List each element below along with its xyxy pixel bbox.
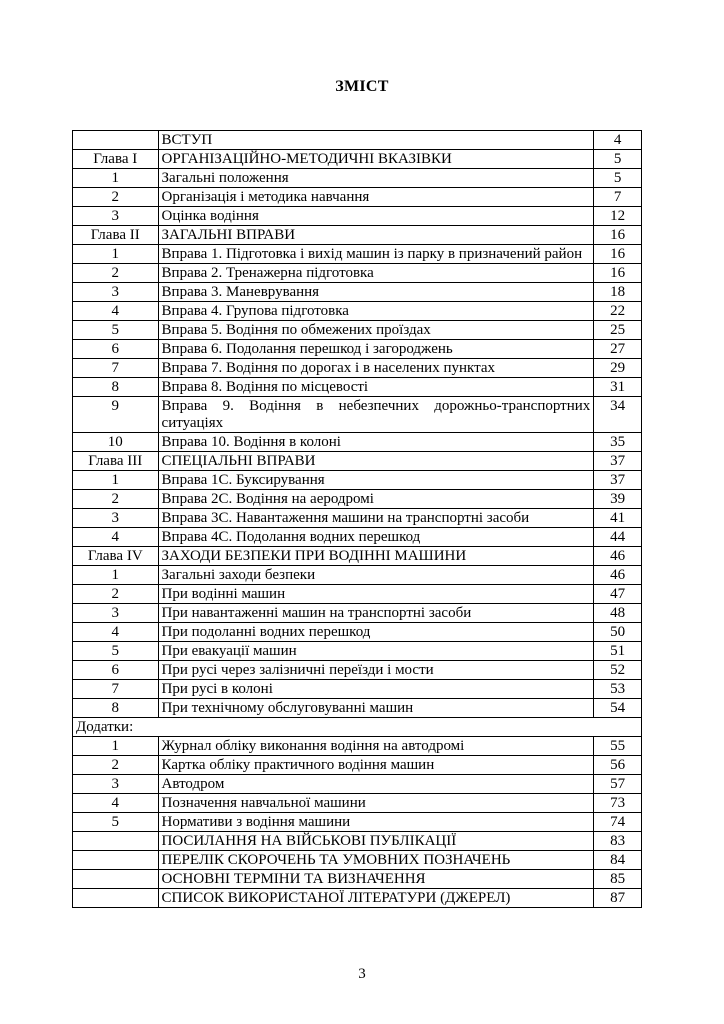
table-row <box>73 490 642 509</box>
row-page: 83 <box>594 832 642 851</box>
page-title: ЗМІСТ <box>335 78 389 95</box>
table-row <box>73 699 642 718</box>
row-number: 9 <box>73 397 159 433</box>
row-number: 6 <box>73 340 159 359</box>
row-number: 8 <box>73 699 159 718</box>
table-row <box>73 452 642 471</box>
row-title: Вправа 3С. Навантаження машини на транспортні засоби <box>158 509 594 528</box>
row-number: 4 <box>73 794 159 813</box>
table-row <box>73 889 642 908</box>
row-number: Глава І <box>73 150 159 169</box>
row-number: 3 <box>73 207 159 226</box>
row-number: 8 <box>73 378 159 397</box>
row-page: 22 <box>594 302 642 321</box>
toc-body <box>73 131 642 908</box>
row-page: 85 <box>594 870 642 889</box>
row-number: 2 <box>73 188 159 207</box>
row-number <box>73 889 159 908</box>
row-page: 7 <box>594 188 642 207</box>
row-title: Автодром <box>158 775 594 794</box>
row-title: Вправа 2С. Водіння на аеродромі <box>158 490 594 509</box>
row-page: 5 <box>594 150 642 169</box>
appendix-heading: Додатки: <box>73 718 642 737</box>
table-row <box>73 851 642 870</box>
row-page: 44 <box>594 528 642 547</box>
row-title: При технічному обслуговуванні машин <box>158 699 594 718</box>
table-row <box>73 245 642 264</box>
row-title: Загальні положення <box>158 169 594 188</box>
row-title: При навантаженні машин на транспортні засоби <box>158 604 594 623</box>
table-row <box>73 471 642 490</box>
row-title: При подоланні водних перешкод <box>158 623 594 642</box>
row-title: Вправа 8. Водіння по місцевості <box>158 378 594 397</box>
row-page: 46 <box>594 547 642 566</box>
row-page: 18 <box>594 283 642 302</box>
row-number: 4 <box>73 302 159 321</box>
row-page: 56 <box>594 756 642 775</box>
row-page: 52 <box>594 661 642 680</box>
row-title: ОСНОВНІ ТЕРМІНИ ТА ВИЗНАЧЕННЯ <box>158 870 594 889</box>
table-row <box>73 775 642 794</box>
row-page: 5 <box>594 169 642 188</box>
table-row <box>73 302 642 321</box>
row-page: 4 <box>594 131 642 150</box>
row-number: 1 <box>73 566 159 585</box>
row-number <box>73 832 159 851</box>
row-number: 3 <box>73 604 159 623</box>
table-row <box>73 150 642 169</box>
row-number: 7 <box>73 359 159 378</box>
row-page: 29 <box>594 359 642 378</box>
row-title: Вправа 9. Водіння в небезпечних дорожньо-транспортних ситуаціях <box>158 397 594 433</box>
table-row <box>73 794 642 813</box>
row-page: 31 <box>594 378 642 397</box>
table-row <box>73 321 642 340</box>
row-page: 57 <box>594 775 642 794</box>
row-page: 16 <box>594 264 642 283</box>
row-number: 1 <box>73 169 159 188</box>
row-title: Журнал обліку виконання водіння на автодромі <box>158 737 594 756</box>
row-page: 39 <box>594 490 642 509</box>
table-row <box>73 813 642 832</box>
row-title: ЗАХОДИ БЕЗПЕКИ ПРИ ВОДІННІ МАШИНИ <box>158 547 594 566</box>
row-title: Організація і методика навчання <box>158 188 594 207</box>
table-row <box>73 340 642 359</box>
table-row <box>73 283 642 302</box>
row-number: 4 <box>73 528 159 547</box>
row-title: Вправа 2. Тренажерна підготовка <box>158 264 594 283</box>
row-number: 3 <box>73 775 159 794</box>
row-number <box>73 870 159 889</box>
table-row <box>73 718 642 737</box>
row-page: 73 <box>594 794 642 813</box>
row-number: 10 <box>73 433 159 452</box>
row-page: 47 <box>594 585 642 604</box>
row-number: 5 <box>73 642 159 661</box>
row-page: 48 <box>594 604 642 623</box>
row-title: Оцінка водіння <box>158 207 594 226</box>
row-page: 34 <box>594 397 642 433</box>
row-number: Глава IV <box>73 547 159 566</box>
table-row <box>73 870 642 889</box>
row-page: 46 <box>594 566 642 585</box>
row-number: Глава ІІІ <box>73 452 159 471</box>
row-page: 16 <box>594 245 642 264</box>
row-title: СПЕЦІАЛЬНІ ВПРАВИ <box>158 452 594 471</box>
row-number: 2 <box>73 585 159 604</box>
row-page: 51 <box>594 642 642 661</box>
row-number <box>73 851 159 870</box>
row-page: 54 <box>594 699 642 718</box>
row-number: 3 <box>73 283 159 302</box>
row-title: Вправа 6. Подолання перешкод і загороджень <box>158 340 594 359</box>
table-row <box>73 737 642 756</box>
row-title: Вправа 4С. Подолання водних перешкод <box>158 528 594 547</box>
row-title: Вправа 7. Водіння по дорогах і в населених пунктах <box>158 359 594 378</box>
table-row <box>73 264 642 283</box>
row-number: 6 <box>73 661 159 680</box>
row-page: 50 <box>594 623 642 642</box>
row-page: 74 <box>594 813 642 832</box>
row-title: ЗАГАЛЬНІ ВПРАВИ <box>158 226 594 245</box>
row-page: 84 <box>594 851 642 870</box>
row-title: Загальні заходи безпеки <box>158 566 594 585</box>
table-row <box>73 131 642 150</box>
table-row <box>73 623 642 642</box>
table-row <box>73 547 642 566</box>
table-row <box>73 188 642 207</box>
row-number: 2 <box>73 264 159 283</box>
row-title: При русі через залізничні переїзди і мости <box>158 661 594 680</box>
row-number: 4 <box>73 623 159 642</box>
table-row <box>73 433 642 452</box>
row-title: Вправа 3. Маневрування <box>158 283 594 302</box>
table-row <box>73 397 642 433</box>
table-row <box>73 169 642 188</box>
row-number: 5 <box>73 813 159 832</box>
page-number: 3 <box>358 966 366 982</box>
row-number: 2 <box>73 490 159 509</box>
row-title: ОРГАНІЗАЦІЙНО-МЕТОДИЧНІ ВКАЗІВКИ <box>158 150 594 169</box>
table-row <box>73 207 642 226</box>
row-page: 16 <box>594 226 642 245</box>
row-page: 37 <box>594 452 642 471</box>
row-title: Вправа 1С. Буксирування <box>158 471 594 490</box>
table-row <box>73 642 642 661</box>
row-page: 53 <box>594 680 642 699</box>
row-page: 37 <box>594 471 642 490</box>
table-row <box>73 378 642 397</box>
table-row <box>73 680 642 699</box>
row-number: 1 <box>73 471 159 490</box>
row-number: 1 <box>73 245 159 264</box>
table-row <box>73 226 642 245</box>
row-title: ВСТУП <box>158 131 594 150</box>
row-number: 5 <box>73 321 159 340</box>
row-title: При русі в колоні <box>158 680 594 699</box>
row-number: 3 <box>73 509 159 528</box>
table-row <box>73 661 642 680</box>
row-title: СПИСОК ВИКОРИСТАНОЇ ЛІТЕРАТУРИ (ДЖЕРЕЛ) <box>158 889 594 908</box>
row-title: Вправа 4. Групова підготовка <box>158 302 594 321</box>
table-row <box>73 566 642 585</box>
table-row <box>73 604 642 623</box>
row-title: Вправа 5. Водіння по обмежених проїздах <box>158 321 594 340</box>
row-page: 87 <box>594 889 642 908</box>
row-title: При евакуації машин <box>158 642 594 661</box>
table-of-contents <box>72 130 642 908</box>
row-number: 1 <box>73 737 159 756</box>
row-title: При водінні машин <box>158 585 594 604</box>
row-title: ПОСИЛАННЯ НА ВІЙСЬКОВІ ПУБЛІКАЦІЇ <box>158 832 594 851</box>
table-row <box>73 585 642 604</box>
row-page: 35 <box>594 433 642 452</box>
row-page: 55 <box>594 737 642 756</box>
row-number: 7 <box>73 680 159 699</box>
row-title: Картка обліку практичного водіння машин <box>158 756 594 775</box>
row-number <box>73 131 159 150</box>
row-title: Позначення навчальної машини <box>158 794 594 813</box>
table-row <box>73 832 642 851</box>
table-row <box>73 509 642 528</box>
row-title: Вправа 10. Водіння в колоні <box>158 433 594 452</box>
row-title: ПЕРЕЛІК СКОРОЧЕНЬ ТА УМОВНИХ ПОЗНАЧЕНЬ <box>158 851 594 870</box>
row-page: 41 <box>594 509 642 528</box>
table-row <box>73 528 642 547</box>
table-row <box>73 756 642 775</box>
row-number: Глава ІІ <box>73 226 159 245</box>
row-page: 27 <box>594 340 642 359</box>
table-row <box>73 359 642 378</box>
row-number: 2 <box>73 756 159 775</box>
row-title: Нормативи з водіння машини <box>158 813 594 832</box>
row-title: Вправа 1. Підготовка і вихід машин із парку в призначений район <box>158 245 594 264</box>
row-page: 25 <box>594 321 642 340</box>
row-page: 12 <box>594 207 642 226</box>
